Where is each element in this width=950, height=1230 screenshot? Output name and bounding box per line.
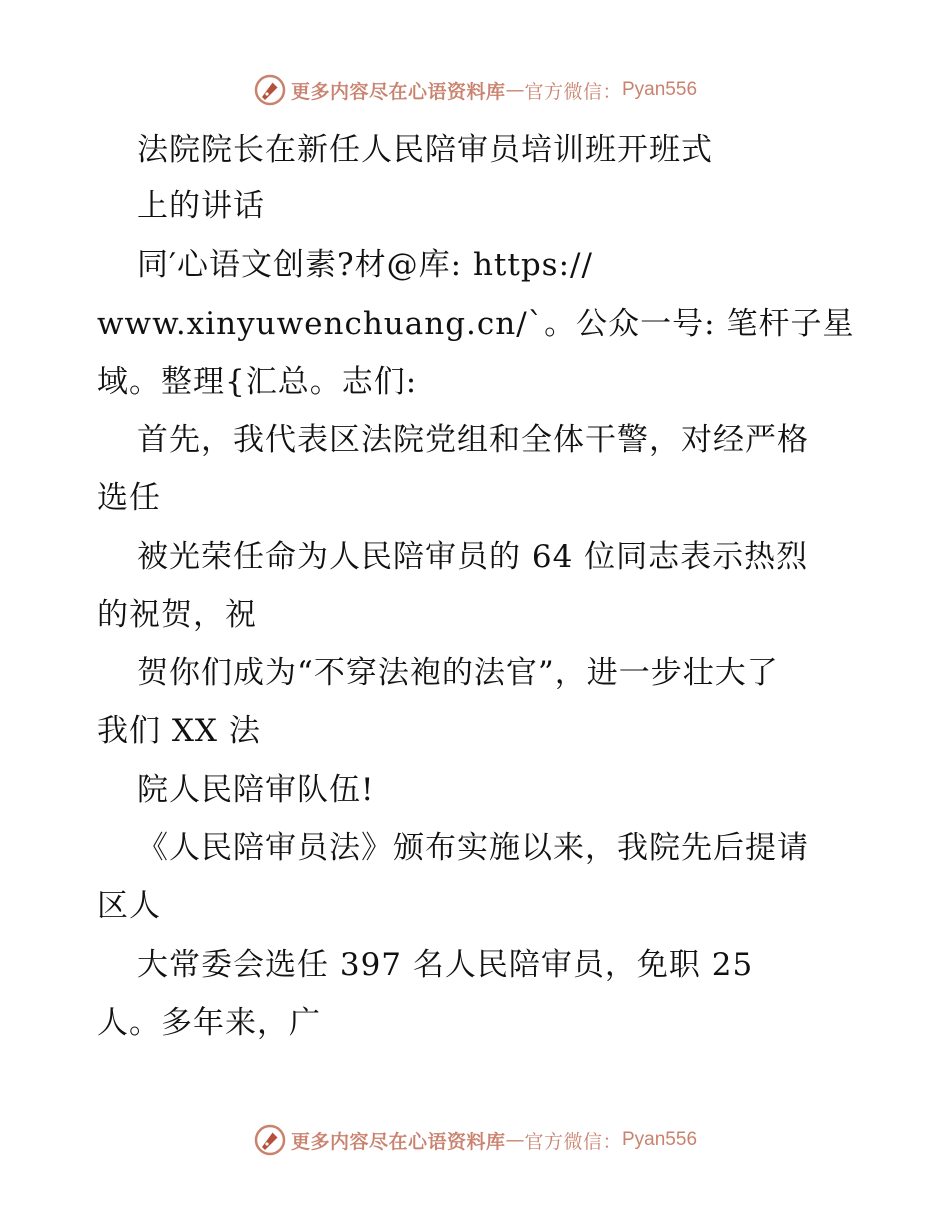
doc-text-line: 人。多年来，广 <box>97 1005 321 1041</box>
doc-text-line: 被光荣任命为人民陪审员的 64 位同志表示热烈 <box>137 539 809 575</box>
doc-text-line: 《人民陪审员法》颁布实施以来，我院先后提请 <box>137 830 809 866</box>
doc-text-line: 我们 XX 法 <box>97 713 261 749</box>
doc-text-line: 同′心语文创素?材@库: https:// <box>137 247 593 283</box>
doc-text-line: 院人民陪审队伍! <box>137 772 375 808</box>
pen-nib-logo-icon <box>253 1123 287 1157</box>
banner-contact-label: 官方微信： <box>524 80 622 103</box>
doc-text-line: 首先，我代表区法院党组和全体干警，对经严格 <box>137 422 809 458</box>
footer-banner <box>0 1120 950 1160</box>
doc-text-line: 选任 <box>97 480 161 516</box>
banner-separator: — <box>505 79 525 101</box>
doc-text-line: 区人 <box>97 888 161 924</box>
header-banner <box>0 70 950 110</box>
banner-wechat-handle: Pyan556 <box>622 1129 698 1150</box>
banner-separator: — <box>505 1129 525 1151</box>
doc-text-line: 域。整理{汇总。志们: <box>97 364 418 400</box>
doc-title-line-1: 法院院长在新任人民陪审员培训班开班式 <box>137 132 713 168</box>
banner-text: 更多内容尽在心语资料库 <box>290 1130 506 1153</box>
banner-text: 更多内容尽在心语资料库 <box>290 80 506 103</box>
doc-title-line-2: 上的讲话 <box>137 188 265 224</box>
pen-nib-logo-icon <box>253 73 287 107</box>
banner-contact-label: 官方微信： <box>524 1130 622 1153</box>
doc-text-line: 的祝贺，祝 <box>97 597 257 633</box>
doc-text-line: www.xinyuwenchuang.cn/`。公众一号: 笔杆子星 <box>97 306 855 342</box>
banner-wechat-handle: Pyan556 <box>622 79 698 100</box>
doc-text-line: 贺你们成为“不穿法袍的法官”，进一步壮大了 <box>137 655 779 691</box>
doc-text-line: 大常委会选任 397 名人民陪审员，免职 25 <box>137 947 754 983</box>
